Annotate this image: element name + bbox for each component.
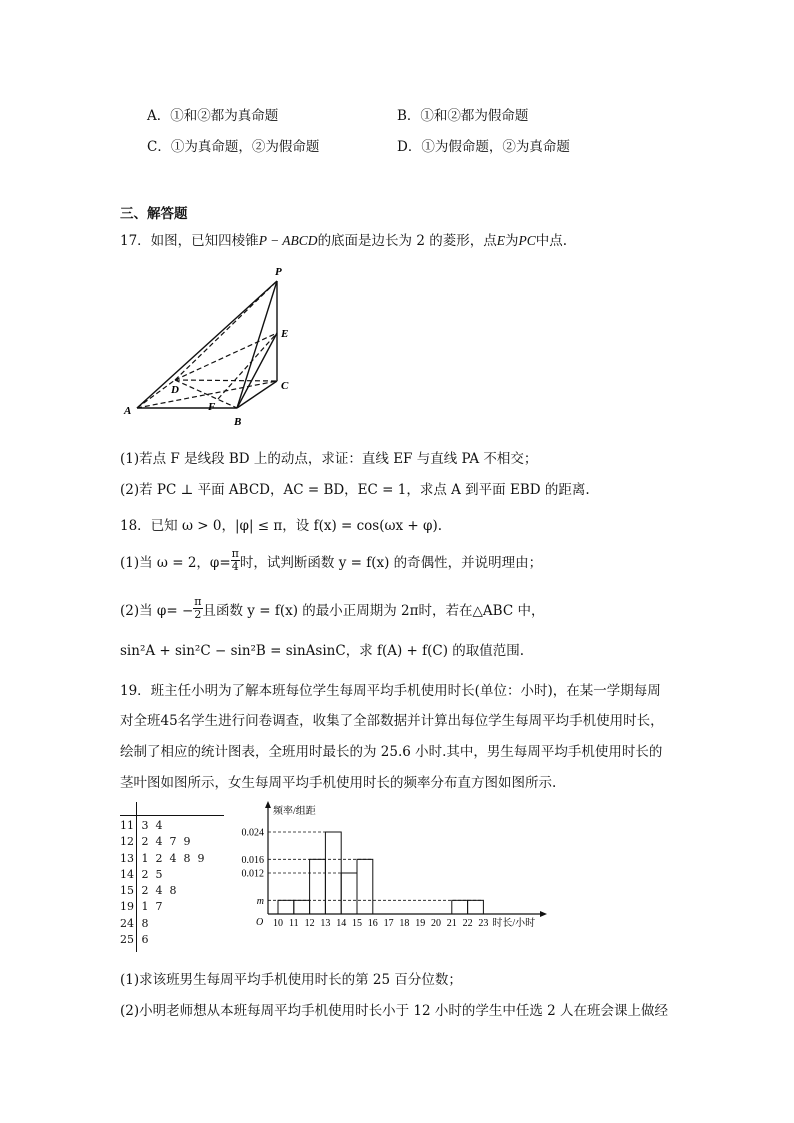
y-tick-label: 0.012 xyxy=(241,868,264,880)
stem-value: 25 xyxy=(120,933,134,947)
x-tick-label: 16 xyxy=(367,918,378,929)
x-tick-label: 11 xyxy=(288,918,299,929)
frac-num: π xyxy=(194,595,202,608)
stem-leaf-rows xyxy=(120,818,204,948)
leaf-values: 1 2 4 8 9 xyxy=(138,851,205,865)
stem-leaf-row xyxy=(120,867,204,883)
stem-value: 19 xyxy=(120,900,134,914)
x-tick-label: 15 xyxy=(352,918,362,929)
option-a: A．①和②都为真命题 xyxy=(147,108,279,124)
q19-line4: 茎叶图如图所示，女生每周平均手机使用时长的频率分布直方图如图所示. xyxy=(120,775,557,791)
leaf-values: 6 xyxy=(138,933,149,947)
x-tick-label: 21 xyxy=(446,918,457,929)
q18-part2-a: (2)当 φ= − xyxy=(120,602,194,619)
stem-leaf-plot xyxy=(120,802,230,952)
x-tick-label: 14 xyxy=(336,918,347,929)
x-axis-arrow xyxy=(540,911,547,917)
label-c: C xyxy=(281,380,289,392)
q17-stem-prefix: 17．如图，已知四棱锥 xyxy=(120,233,259,249)
x-tick-label: 18 xyxy=(399,918,410,929)
label-p: P xyxy=(275,266,282,278)
section-title: 三、解答题 xyxy=(120,206,188,222)
x-tick-label: 10 xyxy=(273,918,283,929)
label-e: E xyxy=(281,328,289,340)
frac-num: π xyxy=(231,547,239,560)
label-b: B xyxy=(234,416,242,428)
leaf-values: 2 5 xyxy=(138,867,163,881)
histogram-bar xyxy=(468,900,484,914)
x-axis-label: 时长/小时 xyxy=(492,918,536,929)
leaf-values: 1 7 xyxy=(138,900,163,914)
stem-value: 14 xyxy=(120,867,134,881)
stem-value: 13 xyxy=(120,851,134,865)
x-tick-label: 23 xyxy=(478,918,489,929)
frac-den: 2 xyxy=(194,608,202,621)
q17-pc: PC xyxy=(518,233,536,248)
option-d: D．①为假命题，②为真命题 xyxy=(397,139,570,155)
q18-part1-b: 时，试判断函数 y = f(x) 的奇偶性，并说明理由； xyxy=(239,554,543,571)
histogram-bar xyxy=(452,900,468,914)
q19-line3: 绘制了相应的统计图表，全班用时最长的为 25.6 小时.其中，男生每周平均手机使用时长的 xyxy=(120,744,663,760)
y-tick-label: m xyxy=(256,895,264,907)
q17-part2: (2)若 PC ⊥ 平面 ABCD，AC = BD，EC = 1，求点 A 到平面 EBD 的距离. xyxy=(120,482,590,498)
q19-part1: (1)求该班男生每周平均手机使用时长的第 25 百分位数； xyxy=(120,972,462,988)
stem-leaf-row xyxy=(120,818,204,834)
q17-stem-mid: 的底面是边长为 2 的菱形，点 xyxy=(317,233,497,249)
y-tick-label: 0.016 xyxy=(241,854,264,866)
stem-leaf-row xyxy=(120,883,204,899)
leaf-values: 8 xyxy=(138,916,149,930)
x-tick-label: 17 xyxy=(383,918,394,929)
histogram-bar xyxy=(294,900,310,914)
label-a: A xyxy=(124,405,132,417)
leaf-values: 3 4 xyxy=(138,819,163,832)
option-c: C．①为真命题，②为假命题 xyxy=(147,139,320,155)
stem-value: 15 xyxy=(120,884,134,898)
histogram-bar xyxy=(278,900,294,914)
q18-part2-line2: sin²A + sin²C − sin²B = sinAsinC，求 f(A) + f(C) 的取值范围. xyxy=(120,643,525,659)
q18-part1-a: (1)当 ω = 2，φ= xyxy=(120,554,231,571)
x-tick-label: 22 xyxy=(462,918,473,929)
option-b: B．①和②都为假命题 xyxy=(397,108,529,124)
x-tick-label: 12 xyxy=(304,918,315,929)
stem-leaf-header-line xyxy=(120,815,224,816)
histogram-bar xyxy=(341,873,357,914)
label-f: F xyxy=(208,401,216,413)
x-tick-label: 20 xyxy=(431,918,441,929)
q17-point-e: E xyxy=(496,233,505,248)
q19-line1: 19．班主任小明为了解本班每位学生每周平均手机使用时长(单位：小时)，在某一学期每周 xyxy=(120,683,661,699)
histogram-chart xyxy=(240,800,560,950)
q18-part1-frac xyxy=(231,548,240,573)
q17-stem-suffix: 为 xyxy=(504,233,519,249)
q18-part1 xyxy=(120,548,542,573)
x-tick-label: 19 xyxy=(415,918,426,929)
q19-line2: 对全班45名学生进行问卷调查，收集了全部数据并计算出每位学生每周平均手机使用时长， xyxy=(120,713,664,729)
histogram-bar xyxy=(310,859,326,914)
stem-value: 24 xyxy=(120,916,134,930)
stem-value: 11 xyxy=(120,819,134,832)
frac-den: 4 xyxy=(231,560,239,573)
y-axis-arrow xyxy=(265,801,271,808)
q18-part2-frac xyxy=(193,596,202,621)
q18-part2 xyxy=(120,596,544,621)
histogram-bar xyxy=(357,859,373,914)
q18-part2-b: 且函数 y = f(x) 的最小正周期为 2π时，若在△ABC 中， xyxy=(202,602,545,619)
pyramid-figure xyxy=(115,258,315,433)
q17-stem xyxy=(120,229,567,249)
q17-stem-end: 中点. xyxy=(535,233,568,249)
leaf-values: 2 4 8 xyxy=(138,884,177,898)
q18-stem: 18．已知 ω > 0，|φ| ≤ π，设 f(x) = cos(ωx + φ). xyxy=(120,518,443,534)
q19-part2: (2)小明老师想从本班每周平均手机使用时长小于 12 小时的学生中任选 2 人在班会课上做经 xyxy=(120,1003,669,1019)
stem-leaf-row xyxy=(120,899,204,915)
stem-value: 12 xyxy=(120,835,134,849)
leaf-values: 2 4 7 9 xyxy=(138,835,191,849)
stem-leaf-row xyxy=(120,851,204,867)
stem-leaf-row xyxy=(120,932,204,948)
y-axis-label: 频率/组距 xyxy=(273,806,316,817)
x-tick-label: 13 xyxy=(320,918,331,929)
label-d: D xyxy=(171,384,179,396)
stem-leaf-row xyxy=(120,916,204,932)
q17-part1: (1)若点 F 是线段 BD 上的动点，求证：直线 EF 与直线 PA 不相交； xyxy=(120,451,538,467)
y-tick-label: 0.024 xyxy=(241,827,264,839)
origin-label: O xyxy=(256,917,264,928)
q17-pyramid: P − ABCD xyxy=(258,233,318,248)
stem-leaf-row xyxy=(120,834,204,850)
